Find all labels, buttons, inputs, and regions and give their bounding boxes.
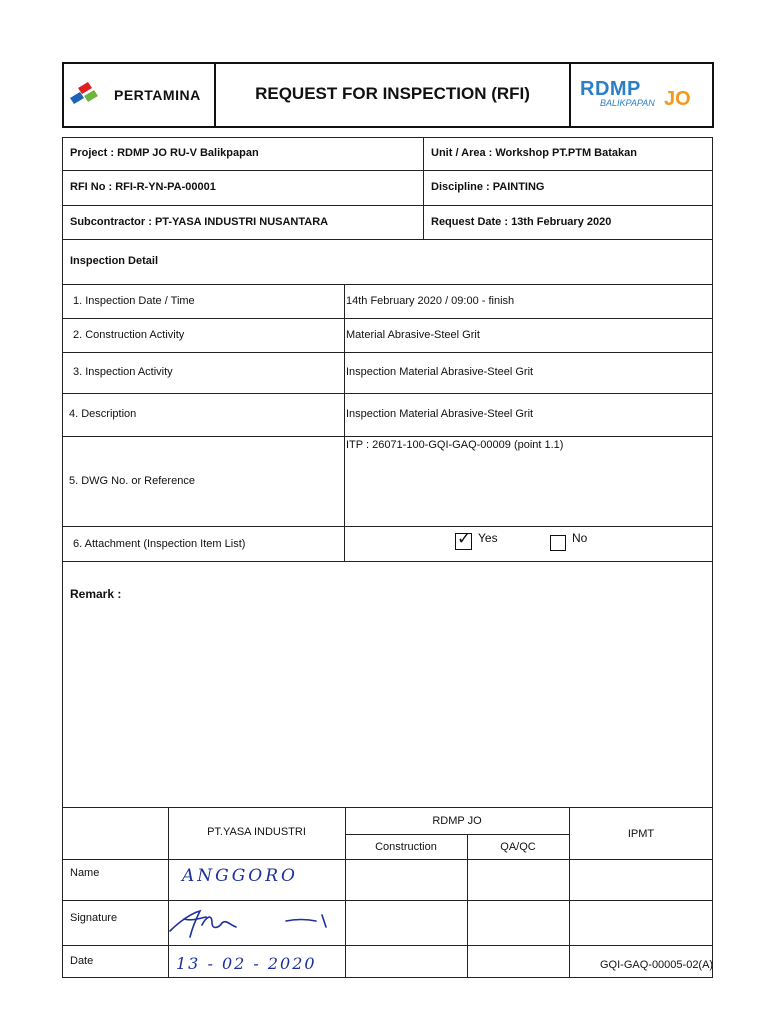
inspection-row-value: Material Abrasive-Steel Grit (346, 329, 480, 341)
attachment-no-checkbox[interactable] (550, 535, 566, 551)
handwritten-name: ANGGORO (182, 866, 298, 886)
project-field: Project : RDMP JO RU-V Balikpapan (70, 147, 259, 159)
page-title: REQUEST FOR INSPECTION (RFI) (255, 84, 530, 103)
rule (345, 807, 346, 978)
document-code: GQI-GAQ-00005-02(A) (600, 959, 714, 971)
attachment-yes-label: Yes (478, 531, 498, 545)
inspection-detail-heading: Inspection Detail (70, 255, 159, 267)
inspection-row-label: 1. Inspection Date / Time (73, 295, 195, 307)
rfi-no-field: RFI No : RFI-R-YN-PA-00001 (70, 181, 216, 193)
handwritten-date: 13 - 02 - 2020 (176, 954, 317, 973)
attachment-no-label: No (572, 531, 588, 545)
signoff-row-date: Date (70, 955, 94, 967)
remark-label: Remark : (70, 587, 122, 601)
inspection-row-value: 14th February 2020 / 09:00 - finish (346, 295, 515, 307)
rule (62, 284, 713, 285)
inspection-row-value: ITP : 26071-100-GQI-GAQ-00009 (point 1.1) (346, 439, 564, 451)
rdmp-logo (578, 78, 708, 114)
inspection-row-label: 4. Description (69, 408, 137, 420)
discipline-field: Discipline : PAINTING (431, 181, 545, 193)
rule (62, 239, 713, 240)
signoff-row-signature: Signature (70, 912, 118, 924)
inspection-row-label: 5. DWG No. or Reference (69, 475, 195, 487)
signoff-col-construction: Construction (375, 841, 437, 853)
rule (423, 137, 424, 239)
attachment-yes-checkbox[interactable] (455, 529, 472, 550)
signoff-col-qaqc: QA/QC (500, 841, 536, 853)
rule (62, 393, 713, 394)
signoff-col-ipmt: IPMT (627, 828, 655, 840)
header-divider-right (569, 62, 571, 128)
rdmp-logo-jo: JO (664, 88, 691, 110)
inspection-row-label: 3. Inspection Activity (73, 366, 173, 378)
rule (62, 436, 713, 437)
request-date-field: Request Date : 13th February 2020 (431, 216, 612, 228)
signoff-col-subcontractor: PT.YASA INDUSTRI (207, 826, 306, 838)
rule (62, 807, 713, 808)
rule (62, 205, 713, 206)
inspection-row-label: 2. Construction Activity (73, 329, 185, 341)
inspection-row-value: Inspection Material Abrasive-Steel Grit (346, 366, 534, 378)
pertamina-logo (68, 80, 208, 110)
rule (62, 561, 713, 562)
inspection-row-value: Inspection Material Abrasive-Steel Grit (346, 408, 534, 420)
unit-area-field: Unit / Area : Workshop PT.PTM Batakan (431, 147, 637, 159)
rdmp-logo-sub: BALIKPAPAN (600, 98, 655, 108)
rule (62, 945, 713, 946)
rule (62, 170, 713, 171)
rule (467, 834, 468, 978)
rule (62, 900, 713, 901)
checkmark-icon: ✓ (457, 529, 472, 549)
handwritten-signature (166, 903, 336, 943)
subcontractor-field: Subcontractor : PT-YASA INDUSTRI NUSANTARA (70, 216, 329, 228)
pertamina-logo-text: PERTAMINA (114, 87, 201, 103)
rule (345, 834, 569, 835)
inspection-row-label: 6. Attachment (Inspection Item List) (73, 538, 246, 550)
rule (62, 318, 713, 319)
signoff-row-name: Name (70, 867, 100, 879)
rdmp-logo-main: RDMP (580, 78, 641, 100)
pertamina-logo-icon (68, 80, 110, 110)
rule (62, 526, 713, 527)
signoff-col-rdmp: RDMP JO (432, 815, 482, 827)
rule (62, 352, 713, 353)
rule (344, 284, 345, 561)
rule (62, 859, 713, 860)
